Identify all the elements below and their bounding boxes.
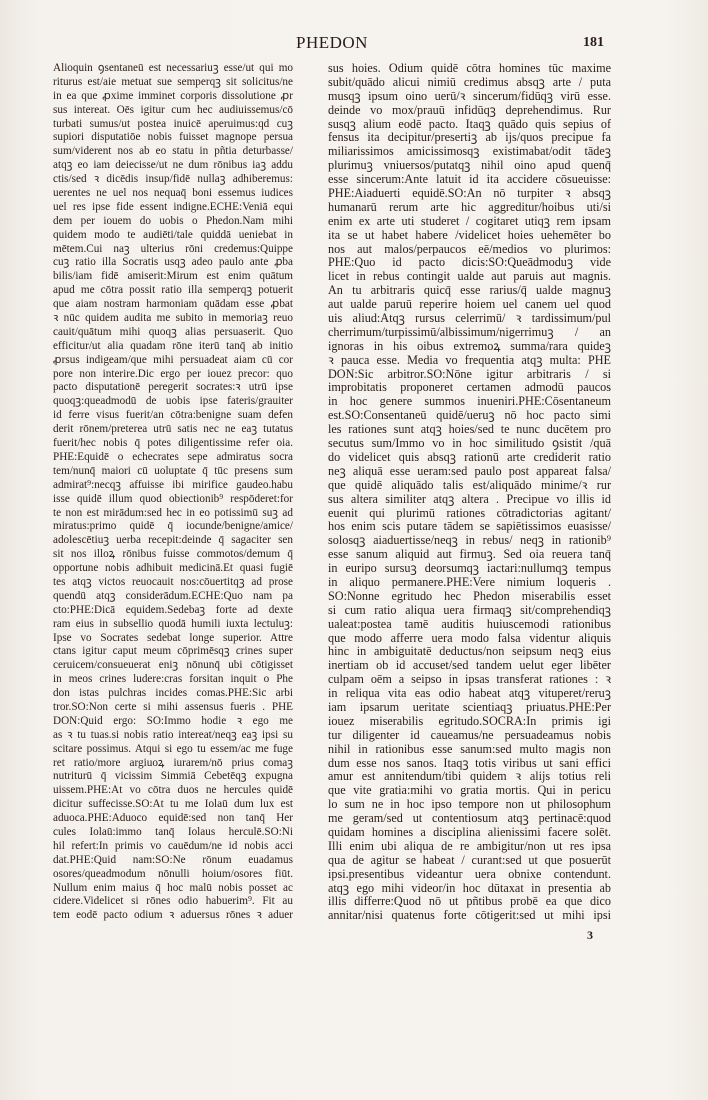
text-line: tur diligenter id caueamus/ne persuadeamus nobis bbox=[328, 728, 611, 742]
right-text-column bbox=[328, 62, 611, 923]
text-line: ret ratio/more argiuoꝝ iurarem/nō prius comaꝫ bbox=[53, 756, 293, 769]
text-line: in aliquo permanere.PHE:Vere nimium loqueris . bbox=[328, 575, 611, 589]
running-head-title: PHEDON bbox=[296, 33, 368, 52]
text-line: miliarissimos amicissimosqꝫ existimabat/odit tādeꝫ bbox=[328, 145, 611, 159]
text-line: DON:Quid ergo: SO:Immo hodie ꝛ ego me bbox=[53, 714, 293, 727]
text-line: sus hoies. Odium quidē cōtra homines tūc maxime bbox=[328, 62, 611, 75]
text-line: solosqꝫ aiaduertisse/neqꝫ in rebus/ neqꝫ in rationib⁹ bbox=[328, 534, 611, 548]
text-line: uel res ipse fide essent indigne.ECHE:Veniā equi bbox=[53, 200, 293, 213]
text-line: quendū atqꝫ considerādum.ECHE:Quo nam pa bbox=[53, 589, 293, 602]
text-line: PHE:Aiaduerti equidē.SO:An nō turpiter ꝛ absqꝫ bbox=[328, 187, 611, 201]
text-line: do videlicet quis absqꝫ rationū arte crediderit ratio bbox=[328, 450, 611, 464]
text-line: dum esse nos sanos. Itaqꝫ totis viribus ut sani effici bbox=[328, 756, 611, 770]
text-line: est.SO:Consentaneū quidē/ueruꝫ nō hoc pacto simi bbox=[328, 409, 611, 423]
text-line: esse sincerum:Ante latuit id ita accidere cōsueuisse: bbox=[328, 173, 611, 187]
text-line: quidam homines a disciplina alienissimi facere solēt. bbox=[328, 825, 611, 839]
text-line: culpam oēm a seipso in ipsas transferat rationes : ꝛ bbox=[328, 673, 611, 687]
text-line: sum/viderent nos ab eo statu in pñtia deturbasse/ bbox=[53, 145, 293, 158]
text-line: atqꝫ eo iam deiecisse/ut ne dum rōnibus iaꝫ addu bbox=[53, 159, 293, 172]
text-line: Illi enim ubi aliqua de re ambigitur/non ut res ipsa bbox=[328, 839, 611, 853]
text-line: DON:Sic arbitror.SO:Nōne igitur arbitraris / si bbox=[328, 367, 611, 381]
text-line: ctans igitur caput meum cōprimēsqꝫ crines super bbox=[53, 645, 293, 658]
text-line: PHE:Equidē o echecrates sepe admiratus socra bbox=[53, 450, 293, 463]
text-line: euenit qui plurimū rationes cōtradictorias agitant/ bbox=[328, 506, 611, 520]
text-line: admirat⁹:necqꝫ affuisse ibi mirifice gaudeo.habu bbox=[53, 478, 293, 491]
text-line: humanarū rerum arte hic aggreditur/hoibus uti/si bbox=[328, 200, 611, 214]
text-line: ꝛ nūc quidem audita me subito in memoriaꝫ reuo bbox=[53, 312, 293, 325]
text-line: Nullum enim maius q̄ hoc malū nobis posset ac bbox=[53, 881, 293, 894]
text-line: quoqꝫ:queadmodū de uobis ipse fateris/grauiter bbox=[53, 395, 293, 408]
text-line: hos enim scis putare tādem se sapiētissimos euasisse/ bbox=[328, 520, 611, 534]
text-line: uis aliud:Atqꝫ rursus celerrimū/ ꝛ tardissimum/pul bbox=[328, 312, 611, 326]
text-line: dat.PHE:Quid nam:SO:Ne rōnum euadamus bbox=[53, 853, 293, 866]
text-line: in euripo sursuꝫ deorsumqꝫ iactari:nullumqꝫ tempus bbox=[328, 562, 611, 576]
text-line: SO:Nonne egritudo hec Phedon miserabilis esset bbox=[328, 589, 611, 603]
text-line: dicitur suffecisse.SO:At tu me Iolaū dum lux est bbox=[53, 798, 293, 811]
text-line: deinde vo mox/prauū infidūqꝫ deprehendimus. Rur bbox=[328, 103, 611, 117]
text-line: Alioquin ꝯsentaneū est necessariuꝫ esse/ut qui mo bbox=[53, 62, 293, 74]
text-line: cto:PHE:Dicā equidem.Sedebaꝫ forte ad dexte bbox=[53, 603, 293, 616]
text-line: An tu arbitraris quicq̄ esse rarius/q̄ ualde magnuꝫ bbox=[328, 284, 611, 298]
text-line: nos aut malos/perpaucos eē/medios vo plurimos: bbox=[328, 242, 611, 256]
text-line: ignoras in his oibus extremoꝝ summa/rara quideꝫ bbox=[328, 339, 611, 353]
text-line: cherrimum/turpissimū/albissimum/nigerrimuꝫ / an bbox=[328, 325, 611, 339]
text-line: osores/queadmodum nōnulli hoium/osores fiūt. bbox=[53, 867, 293, 880]
text-line: susqꝫ alium eodē pacto. Itaqꝫ quādo quis sepius of bbox=[328, 117, 611, 131]
text-line: musqꝫ ipsum oino uerū/ꝛ sincerum/fidūqꝫ virū esse. bbox=[328, 89, 611, 103]
text-line: in hoc genere summos inueniri.PHE:Cōsentaneum bbox=[328, 395, 611, 409]
text-line: uerentes ne uel nos nequaq̄ boni essemus iudices bbox=[53, 187, 293, 200]
text-line: scitare possimus. Atqui si ego tu essem/ac me fuge bbox=[53, 742, 293, 755]
text-line: dem per iouem do uobis o Phedon.Nam mihi bbox=[53, 214, 293, 227]
text-line: esse sanum aliquid aut firmuꝫ. Sed oia reuera tanq̄ bbox=[328, 548, 611, 562]
text-line: ꝓrsus indigeam/que mihi persuadeat aiam cū cor bbox=[53, 353, 293, 366]
text-line: in meos crines ludere:cras forsitan inquit o Phe bbox=[53, 673, 293, 686]
text-line: PHE:Quo id pacto dicis:SO:Queādmoduꝫ vide bbox=[328, 256, 611, 270]
text-line: lo sum ne in hoc ipso tempore non ut philosophum bbox=[328, 798, 611, 812]
text-line: tror.SO:Non certe si mihi assensus fueris . PHE bbox=[53, 700, 293, 713]
text-line: supiori disputatiōe nobis fuisset magnope persua bbox=[53, 131, 293, 144]
text-line: sus intereat. Oēs igitur cum hec audiuissemus/cō bbox=[53, 103, 293, 116]
text-line: les rationes sunt atqꝫ hoies/sed te nunc ducētem pro bbox=[328, 423, 611, 437]
text-line: miratus:primo quidē q̄ iocunde/benigne/amice/ bbox=[53, 520, 293, 533]
text-line: ipsi.presentibus videantur uera obnixe contendunt. bbox=[328, 867, 611, 881]
text-line: don istas pulchras incides comas.PHE:Sic arbi bbox=[53, 687, 293, 700]
text-line: hil refert:In primis vo cauēdum/ne id nobis acci bbox=[53, 839, 293, 852]
text-line: amur est annitendum/tibi quidem ꝛ alijs totius reli bbox=[328, 770, 611, 784]
text-line: fuerit/hec nobis q̄ potes diligentissime refer oia. bbox=[53, 437, 293, 450]
text-line: isse quidē illum quod obiectionib⁹ respōderet:for bbox=[53, 492, 293, 505]
text-line: que quidē aliquādo talis est/aliquādo minime/ꝛ rur bbox=[328, 478, 611, 492]
text-line: ita se ut habet habere /videlicet hoies uehemēter bo bbox=[328, 228, 611, 242]
text-line: me geram/sed ut contentiosum atqꝫ pertinacē:quod bbox=[328, 812, 611, 826]
text-line: qua de agitur se habeat / curant:sed ut que posuerūt bbox=[328, 853, 611, 867]
text-line: ꝛ pauca esse. Media vo frequentia atqꝫ multa: PHE bbox=[328, 353, 611, 367]
left-text-column bbox=[53, 62, 293, 923]
text-line: quidem modo te audiēti/tale quiddā ueniebat in bbox=[53, 228, 293, 241]
text-line: bilis/iam fidē amiserit:Mirum est enim quātum bbox=[53, 270, 293, 283]
text-line: sit nos illoꝝ rōnibus fuisse commotos/demum q̄ bbox=[53, 548, 293, 561]
text-line: pore non interire.Dic ergo per iouez precor: quo bbox=[53, 367, 293, 380]
text-line: uissem.PHE:At vo cōtra duos ne hercules quidē bbox=[53, 784, 293, 797]
signature-mark: 3 bbox=[587, 928, 593, 942]
text-line: secutus sum/Immo vo in hoc similitudo ꝯsistit /quā bbox=[328, 437, 611, 451]
text-line: tes atqꝫ victos reuocauit nos:cōuertitqꝫ ad prose bbox=[53, 575, 293, 588]
text-line: subit/quādo alicui nimiū credimus absqꝫ arte / puta bbox=[328, 75, 611, 89]
text-line: iouez miserabilis egritudo.SOCRA:In primis igi bbox=[328, 714, 611, 728]
text-line: illis differre:Quod nō ut pñtibus probē ea que dico bbox=[328, 895, 611, 909]
text-line: opportune nobis adhibuit medicinā.Et quasi fugiē bbox=[53, 562, 293, 575]
text-line: annitar/nisi quatenus forte cōtigerit:sed ut mihi ipsi bbox=[328, 909, 611, 923]
text-line: mētem.Cui naꝫ ulterius rōni credemus:Quippe bbox=[53, 242, 293, 255]
text-line: in ea que ꝓxime imminet corporis dissolutione ꝓr bbox=[53, 89, 293, 102]
text-line: sus altera similiter atqꝫ altera . Precipue vo illis id bbox=[328, 492, 611, 506]
text-line: inertiam ob id accuset/sed tandem uelut eger libēter bbox=[328, 659, 611, 673]
text-line: hinc in ambiguitatē deductus/non seipsum neqꝫ eius bbox=[328, 645, 611, 659]
text-line: cuꝫ ratio illa Socratis usqꝫ adeo paulo ante ꝓba bbox=[53, 256, 293, 269]
text-line: cauit/quātum mihi quoqꝫ alias persuaserit. Quo bbox=[53, 325, 293, 338]
text-line: ctis/sed ꝛ dicēdis insup/fidē nullaꝫ adhiberemus: bbox=[53, 173, 293, 186]
text-line: ualeat:postea tamē auditis huiuscemodi rationibus bbox=[328, 617, 611, 631]
text-line: atqꝫ ego mihi videor/in hoc dūtaxat in presentia ab bbox=[328, 881, 611, 895]
folio-number: 181 bbox=[583, 35, 604, 50]
text-line: ceruicem/consueuerat eniꝫ nōnunq̄ ubi cōtigisset bbox=[53, 659, 293, 672]
text-line: id ferre visus fuerit/an cōtra:benigne suam defen bbox=[53, 409, 293, 422]
text-line: enim ex arte uti studeret / cogitaret utiqꝫ rem ipsam bbox=[328, 214, 611, 228]
text-line: licet in rebus contingit ualde aut paruis aut magnis. bbox=[328, 270, 611, 284]
text-line: tem eodē pacto odium ꝛ aduersus rōnes ꝛ aduer bbox=[53, 909, 293, 922]
text-line: que aiam nostram harmoniam quādam esse ꝓbat bbox=[53, 298, 293, 311]
text-line: cidere.Videlicet si rōnes odio habuerim⁹. Fit au bbox=[53, 895, 293, 908]
text-line: turbati sumus/ut postea inuicē aperuimus:qd cuꝫ bbox=[53, 117, 293, 130]
text-line: improbitatis proponeret certamen admodū paucos bbox=[328, 381, 611, 395]
text-line: nutriturū q̄ vicissim Simmiā Cebetēqꝫ expugna bbox=[53, 770, 293, 783]
text-line: si cum ratio aliqua uera firmaqꝫ sit/comprehendiqꝫ bbox=[328, 603, 611, 617]
text-line: te non est mirādum:sed hec in eo potissimū suꝫ ad bbox=[53, 506, 293, 519]
text-line: adolescētiuꝫ uerba recepit:deinde q̄ sagaciter sen bbox=[53, 534, 293, 547]
text-line: iam ipsarum ueritate scientiaqꝫ priuatus.PHE:Per bbox=[328, 700, 611, 714]
text-line: in reliqua vita eas odio habeat atqꝫ vituperet/reruꝫ bbox=[328, 687, 611, 701]
text-line: que modo afferre uera modo falsa videntur aliquis bbox=[328, 631, 611, 645]
text-line: aduoca.PHE:Aduoco equidē:sed non tanq̄ Her bbox=[53, 812, 293, 825]
text-line: apud me cōtra possit ratio illa semperqꝫ potuerit bbox=[53, 284, 293, 297]
text-line: neꝫ aliquā esse ueram:sed paulo post appareat falsa/ bbox=[328, 464, 611, 478]
text-line: ram eius in subsellio quodā humili iuxta lectuluꝫ: bbox=[53, 617, 293, 630]
text-line: aut ualde paruū reperire hoiem uel canem uel quod bbox=[328, 298, 611, 312]
text-line: cules Iolaū:immo tanq̄ Iolaus herculē.SO:Ni bbox=[53, 825, 293, 838]
text-line: fensus ita decipitur/presertiꝫ ab ijs/quos precipue fa bbox=[328, 131, 611, 145]
text-line: que vite gratia:mihi vo gratia mortis. Qui in pericu bbox=[328, 784, 611, 798]
text-line: tem/nunq̄ maiori cū uoluptate q̄ tūc presens sum bbox=[53, 464, 293, 477]
text-line: derit rōnem/preterea utrū satis nec ne eaꝫ tutatus bbox=[53, 423, 293, 436]
text-line: nihil in rationibus esse sanum:sed multo magis non bbox=[328, 742, 611, 756]
text-line: pacto disputationē peregerit socrates:ꝛ utrū ipse bbox=[53, 381, 293, 394]
text-line: plurimuꝫ vniuersos/putatqꝫ nihil oino apud quenq̄ bbox=[328, 159, 611, 173]
text-line: as ꝛ tu tuas.si nobis ratio intereat/neqꝫ eaꝫ ipsi su bbox=[53, 728, 293, 741]
text-line: Ipse vo Socrates sedebat longe superior. Attre bbox=[53, 631, 293, 644]
text-line: efficitur/ut alia quadam rōne iterū tanq̄ ab initio bbox=[53, 339, 293, 352]
text-line: riturus est/aie metuat sue semperqꝫ sit solicitus/ne bbox=[53, 75, 293, 88]
